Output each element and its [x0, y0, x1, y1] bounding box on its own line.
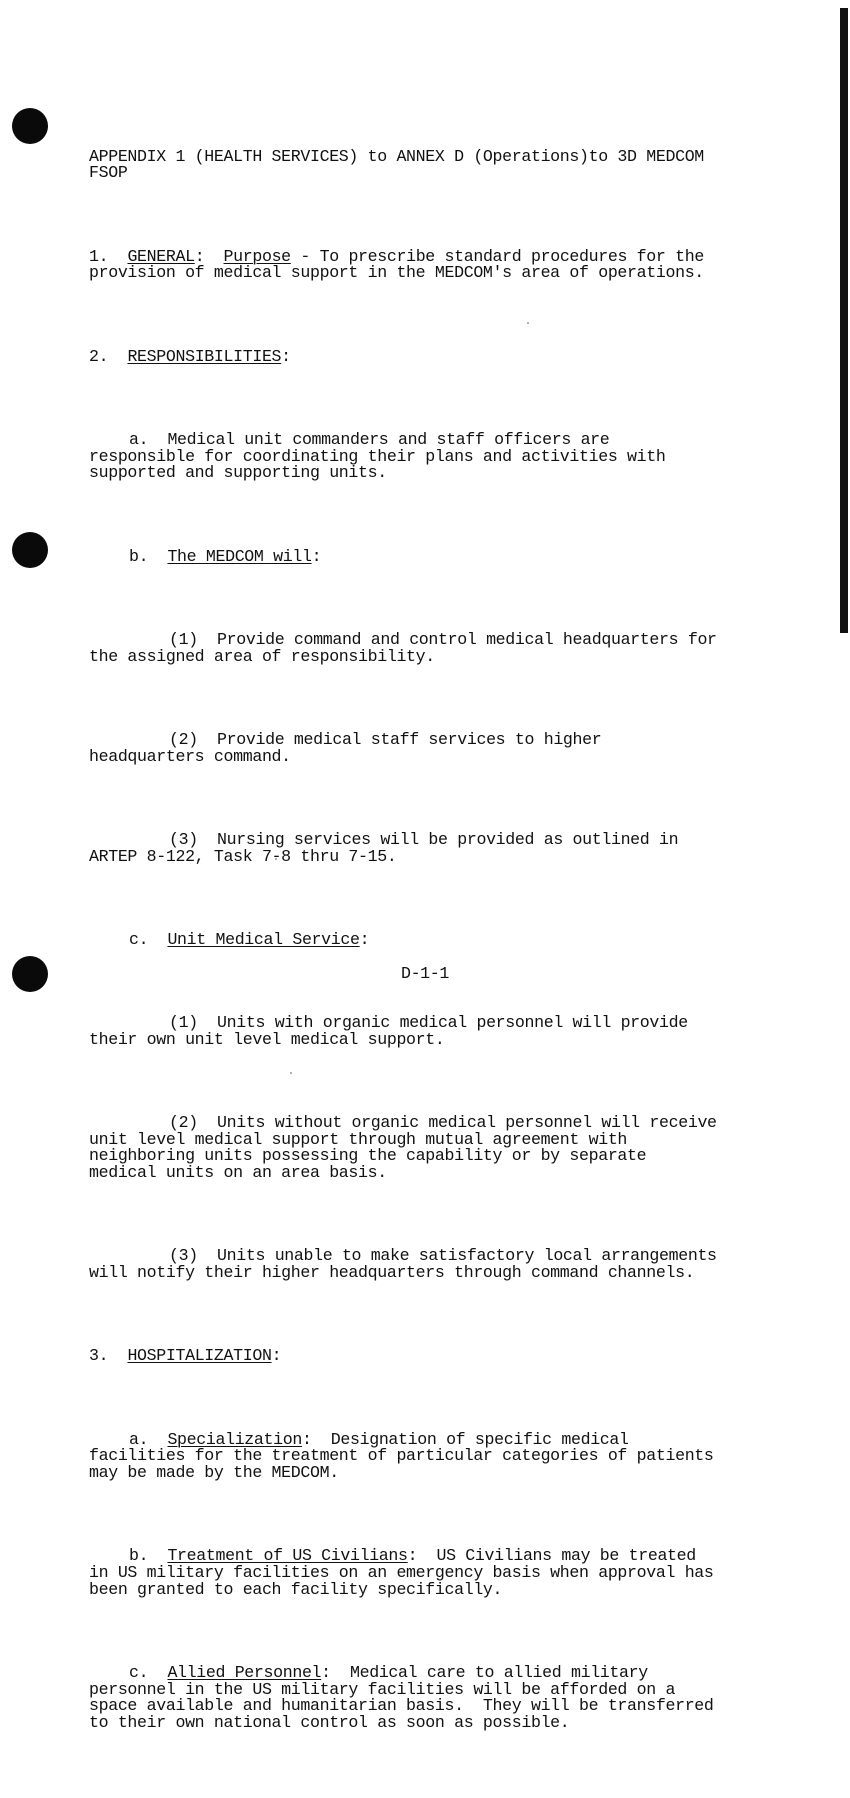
- paragraph-text: - To prescribe standard procedures for the: [290, 246, 704, 266]
- paragraph-text: may be made by the MEDCOM.: [89, 1462, 339, 1482]
- subheading-purpose: Purpose: [223, 246, 291, 266]
- scan-margin-bar: [840, 8, 848, 633]
- item-text: the assigned area of responsibility.: [89, 646, 435, 666]
- section-responsibilities: 2. RESPONSIBILITIES:: [89, 346, 291, 366]
- paragraph-heading: Allied Personnel: [167, 1662, 322, 1682]
- paragraph-text: space available and humanitarian basis. They will be transferred: [89, 1696, 714, 1716]
- section-hospitalization: 3. HOSPITALIZATION:: [89, 1346, 282, 1366]
- paragraph-2c: c. Unit Medical Service:: [89, 932, 749, 949]
- item-number: (1): [169, 1013, 198, 1033]
- item-text: Provide medical staff services to higher: [217, 730, 602, 749]
- paragraph-text: supported and supporting units.: [89, 463, 387, 483]
- paragraph-heading: Unit Medical Service: [167, 929, 360, 949]
- paragraph-2a: [89, 432, 749, 482]
- paragraph-text: in US military facilities on an emergency basis when approval has: [89, 1562, 714, 1582]
- paragraph-label: b.: [129, 546, 149, 566]
- section-heading: GENERAL: [127, 246, 195, 266]
- item-2c1: [89, 1015, 749, 1048]
- item-text: unit level medical support through mutual agreement with: [89, 1129, 628, 1149]
- paragraph-text: Medical care to allied military: [350, 1662, 648, 1682]
- paragraph-text: facilities for the treatment of particular categories of patients: [89, 1446, 714, 1466]
- paragraph-label: c.: [129, 929, 149, 949]
- item-text: Units with organic medical personnel will provide: [217, 1013, 688, 1033]
- paragraph-label: a.: [129, 1429, 149, 1449]
- item-text: their own unit level medical support.: [89, 1029, 445, 1049]
- document-body: [89, 99, 749, 1798]
- item-2b2: [89, 732, 749, 765]
- paragraph-heading: The MEDCOM will: [167, 546, 312, 566]
- item-number: (1): [169, 630, 198, 650]
- paragraph-heading: Specialization: [167, 1429, 302, 1449]
- item-number: (3): [169, 829, 198, 849]
- item-text: ARTEP 8-122, Task 7-8 thru 7-15.: [89, 846, 397, 866]
- item-text: Units unable to make satisfactory local arrangements: [217, 1246, 717, 1266]
- section-number: 2.: [89, 346, 109, 366]
- punch-hole-middle: [12, 532, 48, 568]
- paragraph-text: personnel in the US military facilities will be afforded on a: [89, 1679, 676, 1699]
- item-2b3: [89, 829, 749, 866]
- paragraph-label: c.: [129, 1662, 149, 1682]
- paragraph-text: been granted to each facility specifically.: [89, 1579, 503, 1599]
- paragraph-text: Medical unit commanders and staff officers are: [167, 430, 610, 450]
- paragraph-text: US Civilians may be treated: [436, 1546, 696, 1566]
- item-text: Nursing services will be provided as outlined in: [217, 829, 679, 849]
- item-2c2: [89, 1115, 749, 1181]
- punch-hole-top: [12, 108, 48, 144]
- paragraph-text: responsible for coordinating their plans and activities with: [89, 446, 666, 466]
- section-number: 3.: [89, 1346, 109, 1366]
- item-number: (2): [169, 730, 198, 749]
- item-2c3: [89, 1248, 749, 1281]
- paragraph-2b: b. The MEDCOM will:: [89, 549, 749, 566]
- item-number: (3): [169, 1246, 198, 1266]
- paragraph-heading: Treatment of US Civilians: [167, 1546, 408, 1566]
- item-text: neighboring units possessing the capability or by separate: [89, 1146, 647, 1166]
- section-number: 1.: [89, 246, 109, 266]
- section-heading: RESPONSIBILITIES: [127, 346, 282, 366]
- item-number: (2): [169, 1113, 198, 1133]
- paragraph-text: to their own national control as soon as possible.: [89, 1712, 570, 1732]
- item-2b1: [89, 632, 749, 665]
- page-number: D-1-1: [400, 964, 450, 983]
- paragraph-text: Designation of specific medical: [330, 1429, 629, 1449]
- title-line-2: FSOP: [89, 163, 128, 183]
- section-general: 1. GENERAL: Purpose - To prescribe standard procedures for the provision of medical support in the MEDCOM's area of operations.: [89, 246, 704, 283]
- paragraph-label: a.: [129, 430, 149, 450]
- title-line-1: APPENDIX 1 (HEALTH SERVICES) to ANNEX D (Operations)to 3D MEDCOM: [89, 146, 704, 166]
- paragraph-3b: b. Treatment of US Civilians: US Civilians may be treated in US military facilities on an emergency basis when approval has been granted to each facility specifically.: [89, 1546, 714, 1599]
- paragraph-label: b.: [129, 1546, 149, 1566]
- document-title: [89, 146, 749, 183]
- item-text: will notify their higher headquarters through command channels.: [89, 1263, 695, 1283]
- section-heading: HOSPITALIZATION: [127, 1346, 272, 1366]
- paragraph-text: provision of medical support in the MEDCOM's area of operations.: [89, 263, 704, 283]
- item-text: headquarters command.: [89, 746, 291, 766]
- paragraph-3a: a. Specialization: Designation of specific medical facilities for the treatment of particular categories of patients may be made by the MEDCOM.: [89, 1429, 714, 1482]
- paragraph-3c: c. Allied Personnel: Medical care to allied military personnel in the US military facilities will be afforded on a space available and humanitarian basis. They will be transferred to their own national control as soon as possible.: [89, 1662, 714, 1732]
- item-text: medical units on an area basis.: [89, 1163, 387, 1183]
- item-text: Units without organic medical personnel will receive: [217, 1113, 717, 1133]
- item-text: Provide command and control medical headquarters for: [217, 630, 717, 650]
